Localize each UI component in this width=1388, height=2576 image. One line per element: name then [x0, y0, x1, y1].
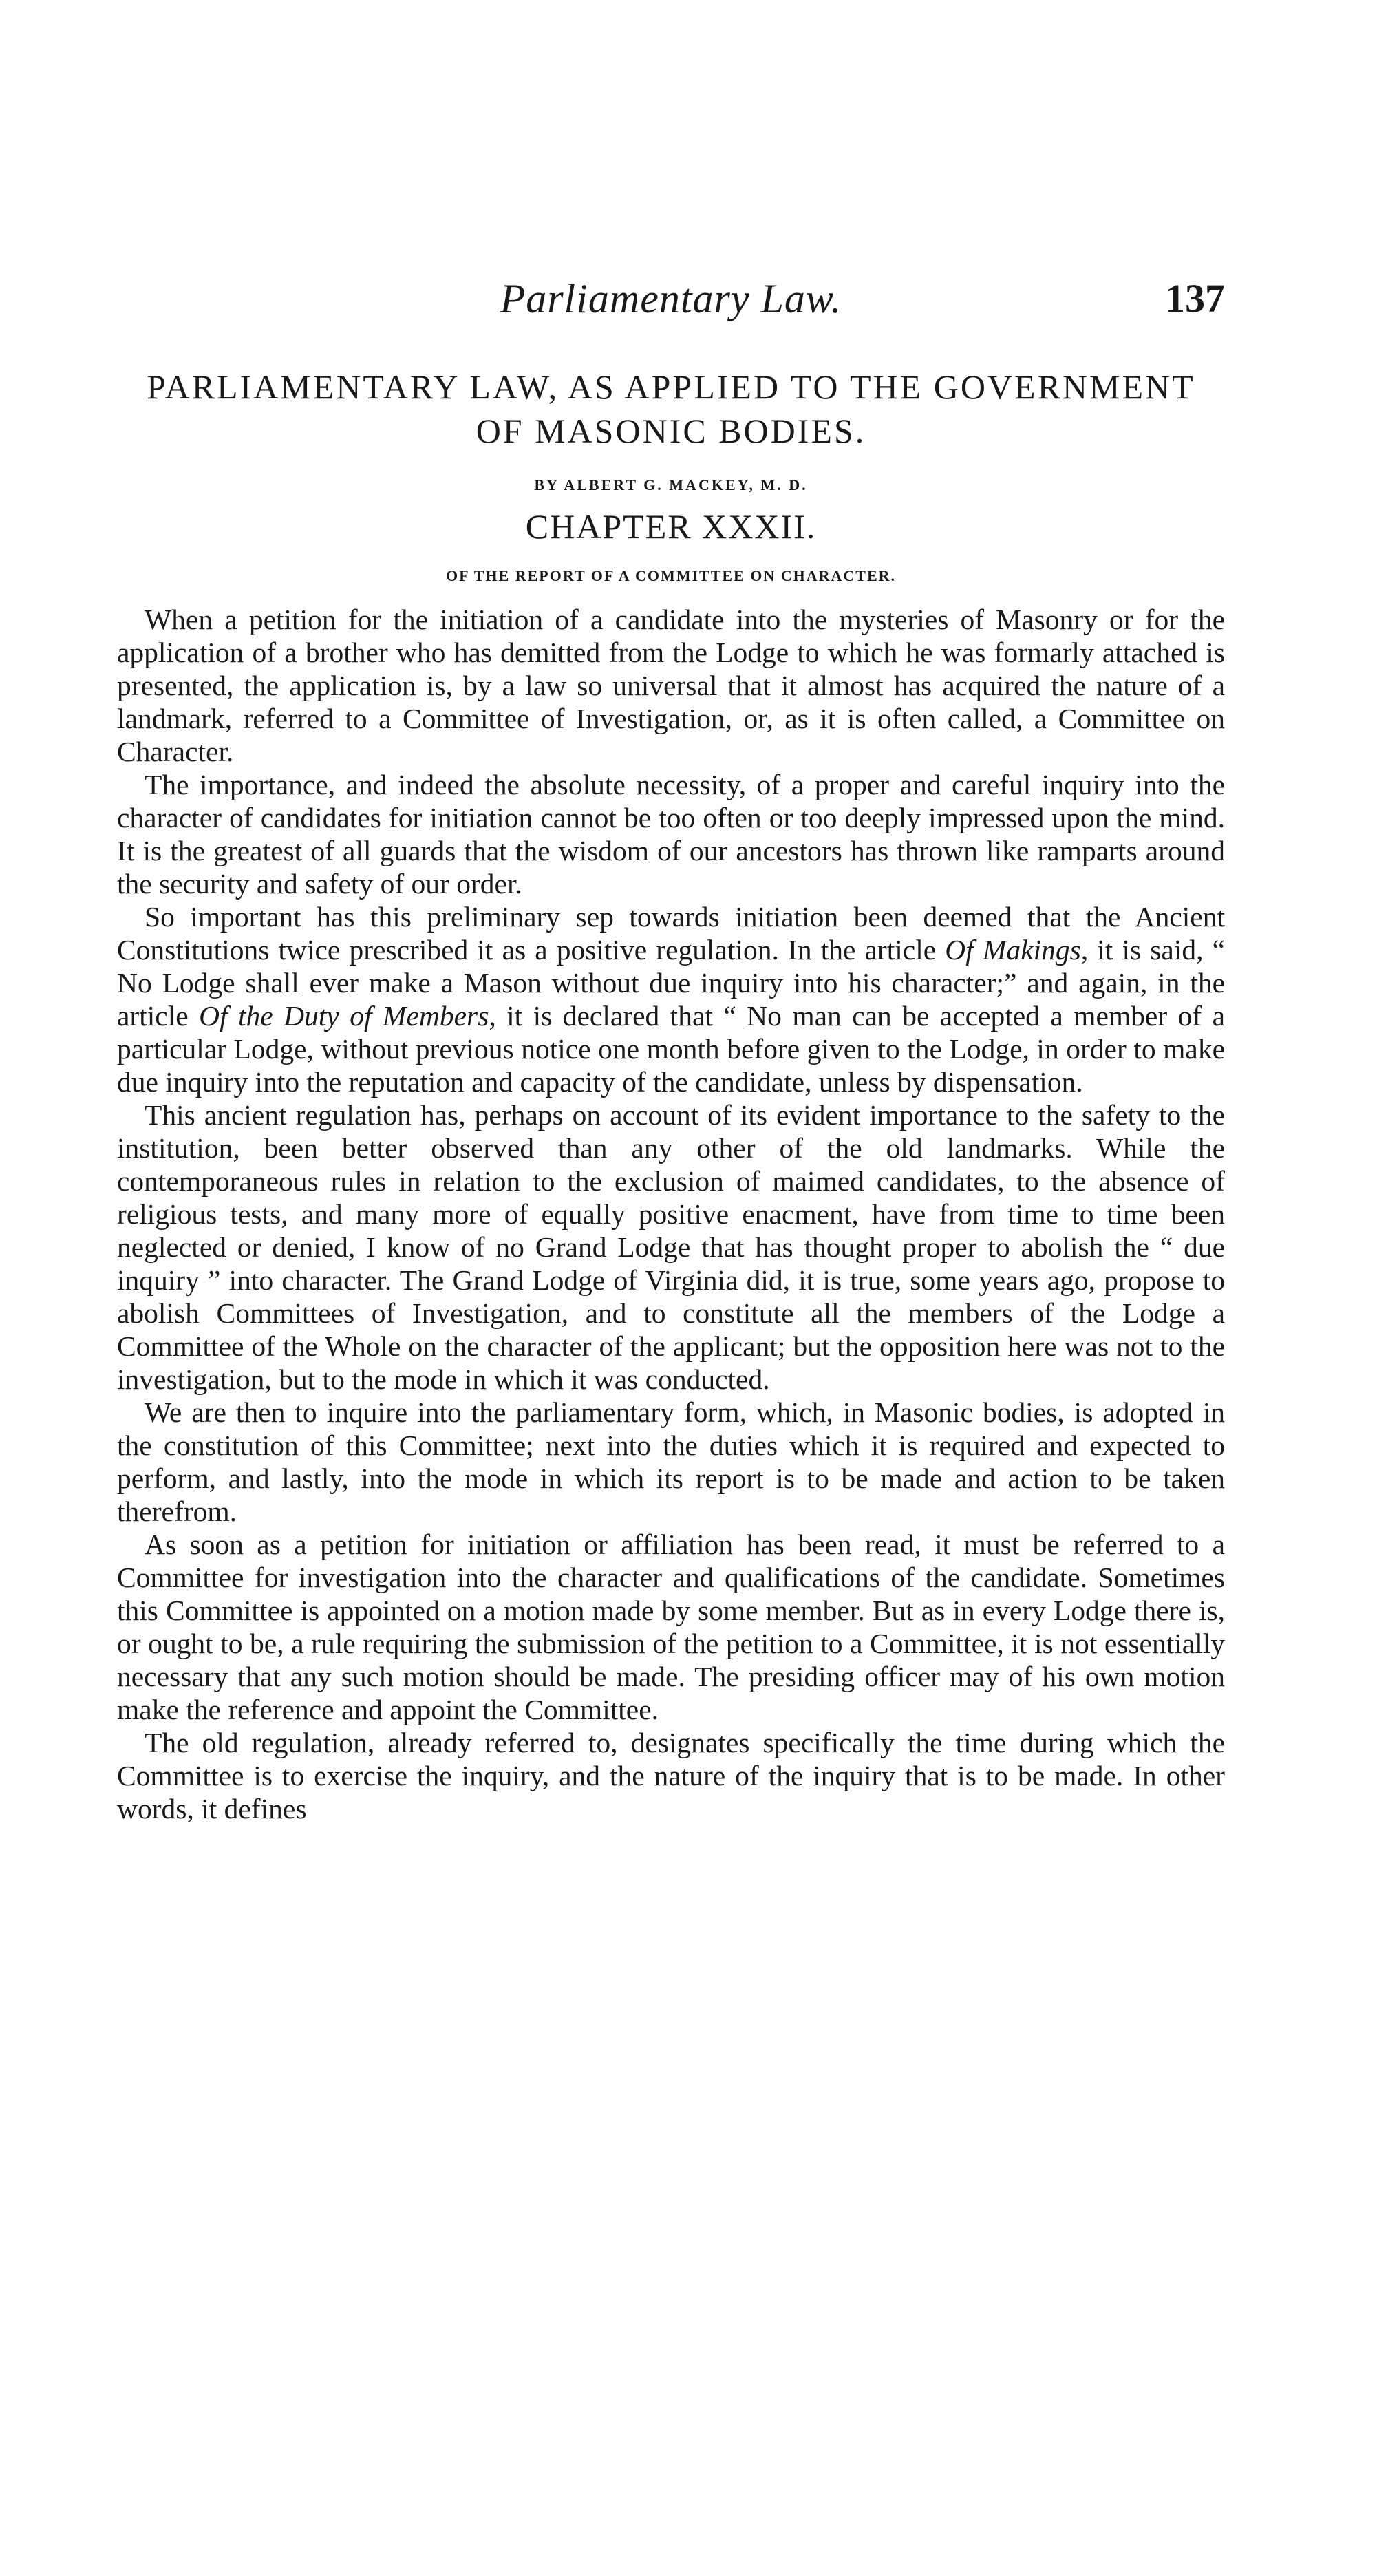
paragraph: [117, 768, 1225, 900]
document-page: [117, 275, 1225, 1825]
paragraph-text: The importance, and indeed the absolute necessity, of a proper and careful inquiry into the character of candidates for initiation cannot be too often or too deeply impressed upon the mind. It is the greatest of all guards that the wisdom of our ancestors has thrown like ramparts around the security and safety of our order.: [117, 769, 1225, 900]
chapter-heading: CHAPTER XXXII.: [525, 507, 817, 546]
paragraph: [117, 1528, 1225, 1726]
article-title: PARLIAMENTARY LAW, AS APPLIED TO THE GOVERNMENT OF MASONIC BODIES.: [147, 368, 1195, 450]
paragraph-text: , it is declared that “ No man can be accepted a member of a particular Lodge, without previous notice one month before given to the Lodge, in order to make due inquiry into the reputation and capacity of the candidate, unless by dispensation.: [117, 1000, 1225, 1098]
paragraph-text: This ancient regulation has, perhaps on account of its evident importance to the safety to the institution, been better observed than any other of the old landmarks. While the contemporaneous rules in relation to the exclusion of maimed candidates, to the absence of religious tests, and many more of equally positive enacment, have from time to time been neglected or denied, I know of no Grand Lodge that has thought proper to abolish the “ due inquiry ” into character. The Grand Lodge of Virginia did, it is true, some years ago, propose to abolish Committees of Investigation, and to constitute all the members of the Lodge a Committee of the Whole on the character of the applicant; but the opposition here was not to the investigation, but to the mode in which it was conducted.: [117, 1099, 1225, 1395]
paragraph-text: As soon as a petition for initiation or affiliation has been read, it must be referred to a Committee for investigation into the character and qualifications of the candidate. Sometimes this Committee is appointed on a motion made by some member. But as in every Lodge there is, or ought to be, a rule requiring the submission of the petition to a Committee, it is not essentially necessary that any such motion should be made. The presiding officer may of his own motion make the reference and appoint the Committee.: [117, 1529, 1225, 1725]
paragraph-text: We are then to inquire into the parliamentary form, which, in Masonic bodies, is adopted in the constitution of this Committee; next into the duties which it is required and expected to perform, and lastly, into the mode in which its report is to be made and action to be taken therefrom.: [117, 1396, 1225, 1527]
italic-text: Of Makings: [945, 934, 1081, 966]
page-number: 137: [1165, 276, 1225, 321]
paragraph: [117, 1098, 1225, 1396]
body-text: [117, 603, 1225, 1825]
paragraph-text: The old regulation, already referred to, designates specifically the time during which the Committee is to exercise the inquiry, and the nature of the inquiry that is to be made. In other words, it defines: [117, 1727, 1225, 1824]
paragraph: [117, 900, 1225, 1098]
running-title: Parliamentary Law.: [500, 276, 842, 321]
paragraph-text: When a petition for the initiation of a candidate into the mysteries of Masonry or for the application of a brother who has demitted from the Lodge to which he was formarly attached is presented, the application is, by a law so universal that it almost has acquired the nature of a landmark, referred to a Committee of Investigation, or, as it is often called, a Committee on Character.: [117, 604, 1225, 767]
paragraph: [117, 1396, 1225, 1528]
italic-text: Of the Duty of Members: [199, 1000, 489, 1032]
running-header: [117, 275, 1225, 337]
byline: BY ALBERT G. MACKEY, M. D.: [534, 476, 808, 493]
paragraph: [117, 603, 1225, 768]
paragraph-text: , it is said, “ No Lodge shall ever make a Mason without due inquiry into his character;” and again, in the article: [117, 934, 1225, 1032]
paragraph: [117, 1726, 1225, 1825]
section-heading: OF THE REPORT OF A COMMITTEE ON CHARACTER.: [445, 567, 897, 584]
paragraph-text: So important has this preliminary sep towards initiation been deemed that the Ancient Constitutions twice prescribed it as a positive regulation. In the article: [117, 901, 1225, 966]
